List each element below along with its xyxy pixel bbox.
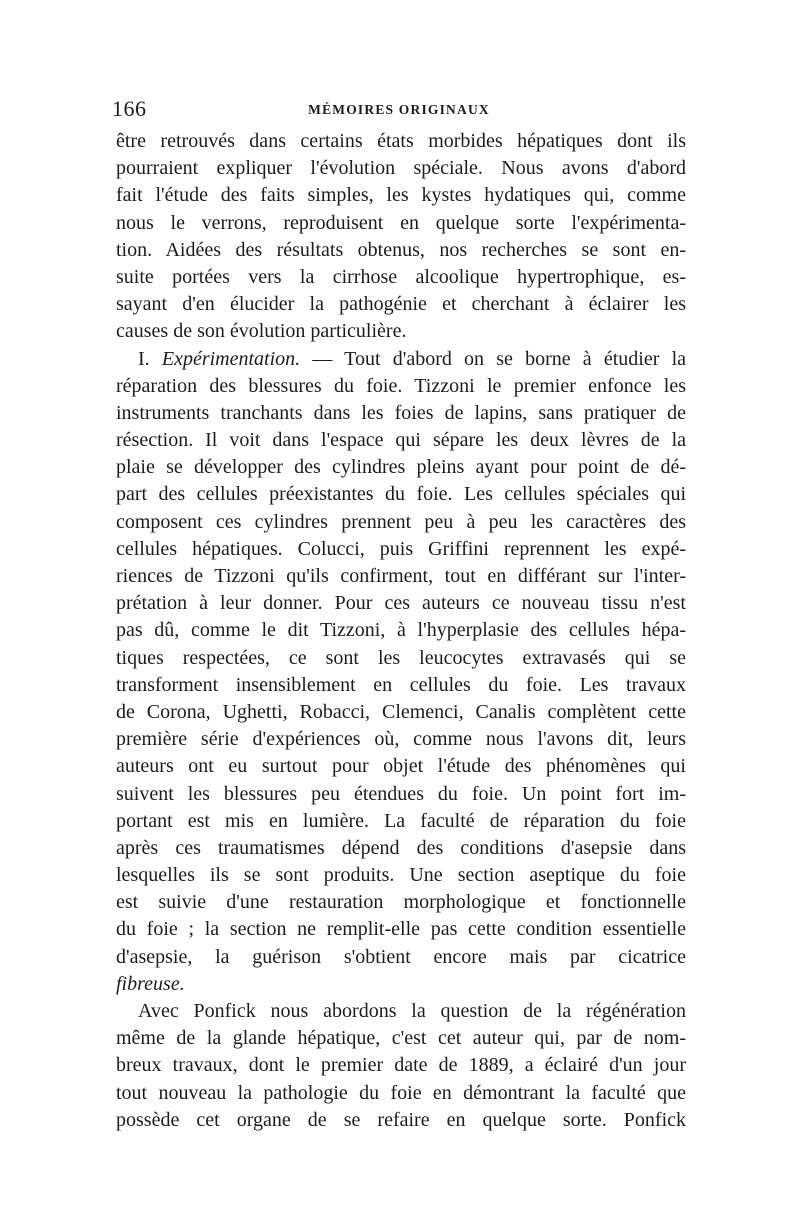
- paragraph-3: [116, 998, 686, 1134]
- page-header: [112, 96, 686, 122]
- text-line: d'asepsie, la guérison s'obtient encore mais par cicatrice: [116, 945, 686, 968]
- text-line: sayant d'en élucider la pathogénie et cherchant à éclairer les: [116, 293, 686, 316]
- text-line: auteurs ont eu surtout pour objet l'étude des phénomènes qui: [116, 755, 686, 778]
- text-line: Avec Ponfick nous abordons la question de la régénération: [138, 1000, 686, 1022]
- text-line: de Corona, Ughetti, Robacci, Clemenci, Canalis complètent cette: [116, 700, 686, 723]
- text-line: fait l'étude des faits simples, les kystes hydatiques qui, comme: [116, 184, 686, 207]
- section-title: Expérimentation.: [161, 347, 301, 370]
- text-line: du foie ; la section ne remplit-elle pas cette condition essentielle: [116, 918, 686, 941]
- text-line: tiques respectées, ce sont les leucocytes extravasés qui se: [116, 646, 686, 669]
- text-line: après ces traumatismes dépend des conditions d'asepsie dans: [116, 836, 686, 859]
- text-line: pas dû, comme le dit Tizzoni, à l'hyperplasie des cellules hépa-: [116, 619, 686, 642]
- section-number: I.: [138, 347, 150, 370]
- text-line: fibreuse.: [116, 972, 185, 995]
- text-line: première série d'expériences où, comme nous l'avons dit, leurs: [116, 728, 686, 751]
- text-line: possède cet organe de se refaire en quelque sorte. Ponfick: [116, 1108, 686, 1131]
- text-line: lesquelles ils se sont produits. Une section aseptique du foie: [116, 864, 686, 887]
- text-line: causes de son évolution particulière.: [116, 320, 407, 343]
- running-title: MÉMOIRES ORIGINAUX: [308, 102, 490, 117]
- text-line: être retrouvés dans certains états morbides hépatiques dont ils: [116, 130, 686, 152]
- paragraph-2: [116, 346, 686, 999]
- text-line: tout nouveau la pathologie du foie en démontrant la faculté que: [116, 1081, 686, 1104]
- section-heading-line: [116, 346, 686, 373]
- page-number: 166: [112, 96, 147, 121]
- text-line: composent ces cylindres prennent peu à peu les caractères des: [116, 510, 686, 533]
- text-line: transforment insensiblement en cellules du foie. Les travaux: [116, 673, 686, 696]
- text-line: suite portées vers la cirrhose alcoolique hypertrophique, es-: [116, 265, 686, 288]
- text-line: tion. Aidées des résultats obtenus, nos recherches se sont en-: [116, 238, 686, 261]
- text-line: portant est mis en lumière. La faculté de réparation du foie: [116, 809, 686, 832]
- text-line: part des cellules préexistantes du foie. Les cellules spéciales qui: [116, 483, 686, 506]
- text-line: est suivie d'une restauration morphologique et fonctionnelle: [116, 891, 686, 914]
- text-line: breux travaux, dont le premier date de 1889, a éclairé d'un jour: [116, 1054, 686, 1077]
- text-line: riences de Tizzoni qu'ils confirment, tout en différant sur l'inter-: [116, 565, 686, 587]
- text-line: suivent les blessures peu étendues du foie. Un point fort im-: [116, 782, 686, 805]
- paragraph-1: [116, 128, 686, 346]
- text-line: plaie se développer des cylindres pleins ayant pour point de dé-: [116, 456, 686, 479]
- body-text: [116, 128, 686, 1134]
- text-line: cellules hépatiques. Colucci, puis Griffini reprennent les expé-: [116, 537, 686, 560]
- text-line: instruments tranchants dans les foies de lapins, sans pratiquer de: [116, 401, 686, 424]
- text-line: nous le verrons, reproduisent en quelque sorte l'expérimenta-: [116, 211, 686, 234]
- text-line: résection. Il voit dans l'espace qui sépare les deux lèvres de la: [116, 429, 686, 452]
- text-line: prétation à leur donner. Pour ces auteurs ce nouveau tissu n'est: [116, 592, 686, 615]
- text-line: pourraient expliquer l'évolution spéciale. Nous avons d'abord: [116, 157, 686, 180]
- text-line: — Tout d'abord on se borne à étudier la: [312, 347, 687, 370]
- text-line: réparation des blessures du foie. Tizzoni le premier enfonce les: [116, 374, 686, 397]
- text-line: même de la glande hépatique, c'est cet auteur qui, par de nom-: [116, 1027, 686, 1050]
